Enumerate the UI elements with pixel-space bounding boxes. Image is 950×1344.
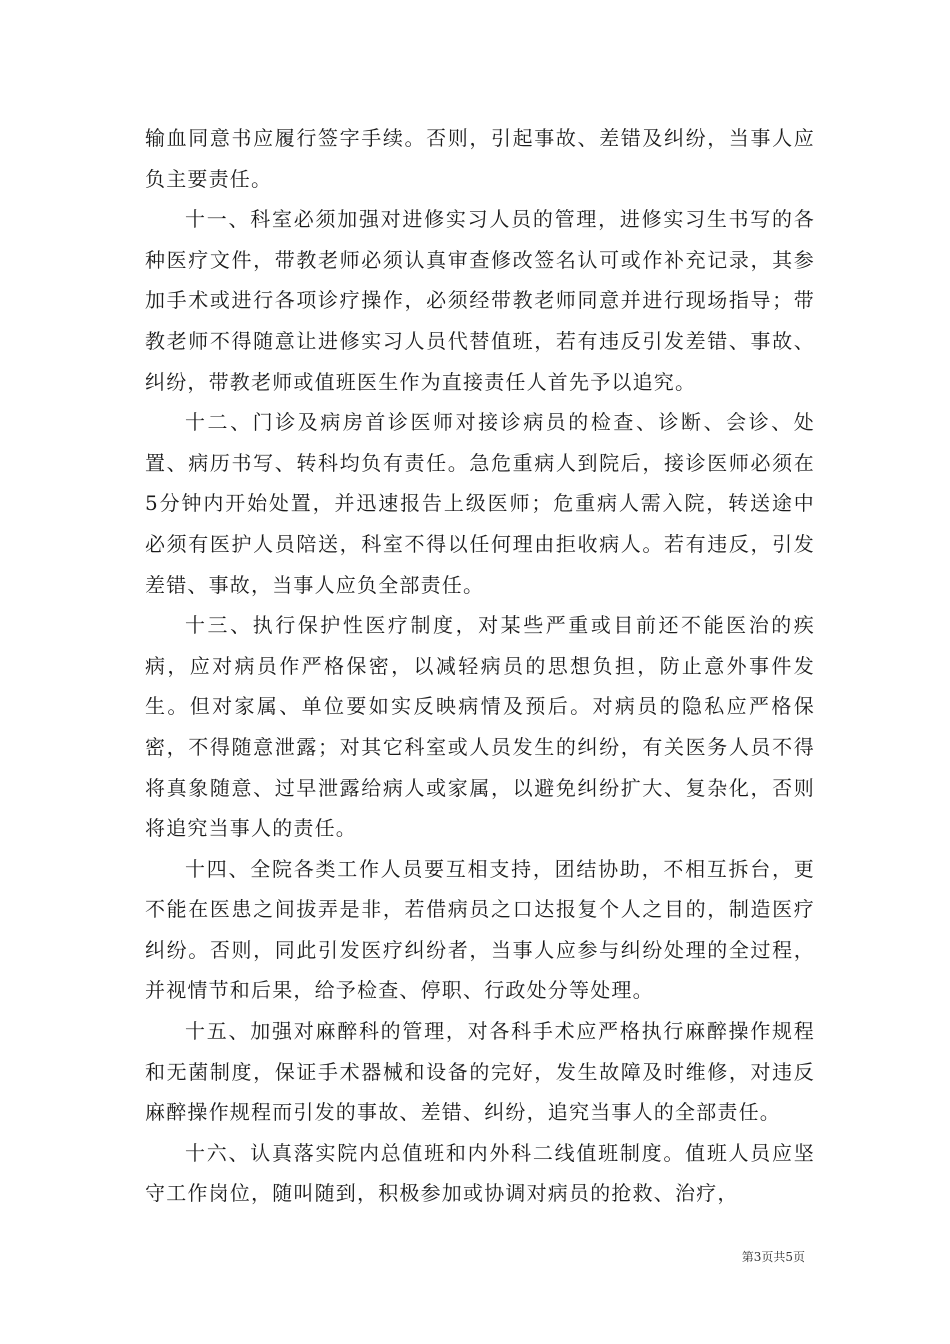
paragraph-clause-14: 十四、全院各类工作人员要互相支持，团结协助，不相互拆台，更不能在医患之间拔弄是非，若借病员之口达报复个人之目的，制造医疗纠纷。否则，同此引发医疗纠纷者，当事人应参与纠纷处理的全过程，并视情节和后果，给予检查、停职、行政处分等处理。	[145, 856, 815, 1003]
paragraph-clause-12: 十二、门诊及病房首诊医师对接诊病员的检查、诊断、会诊、处置、病历书写、转科均负有责任。急危重病人到院后，接诊医师必须在5分钟内开始处置，并迅速报告上级医师；危重病人需入院，转送途中必须有医护人员陪送，科室不得以任何理由拒收病人。若有违反，引发差错、事故，当事人应负全部责任。	[145, 410, 815, 597]
paragraph-clause-13: 十三、执行保护性医疗制度，对某些严重或目前还不能医治的疾病，应对病员作严格保密，以减轻病员的思想负担，防止意外事件发生。但对家属、单位要如实反映病情及预后。对病员的隐私应严格保密，不得随意泄露；对其它科室或人员发生的纠纷，有关医务人员不得将真象随意、过早泄露给病人或家属，以避免纠纷扩大、复杂化，否则将追究当事人的责任。	[145, 613, 815, 841]
page-number-footer: 第3页共5页	[741, 1250, 805, 1264]
document-body	[145, 118, 815, 1214]
paragraph-clause-11: 十一、科室必须加强对进修实习人员的管理，进修实习生书写的各种医疗文件，带教老师必须认真审查修改签名认可或作补充记录，其参加手术或进行各项诊疗操作，必须经带教老师同意并进行现场指导；带教老师不得随意让进修实习人员代替值班，若有违反引发差错、事故、纠纷，带教老师或值班医生作为直接责任人首先予以追究。	[145, 207, 815, 394]
paragraph-clause-16: 十六、认真落实院内总值班和内外科二线值班制度。值班人员应坚守工作岗位，随叫随到，积极参加或协调对病员的抢救、治疗，	[145, 1140, 815, 1206]
paragraph-clause-15: 十五、加强对麻醉科的管理，对各科手术应严格执行麻醉操作规程和无菌制度，保证手术器械和设备的完好，发生故障及时维修，对违反麻醉操作规程而引发的事故、差错、纠纷，追究当事人的全部责任。	[145, 1019, 815, 1125]
paragraph-continuation: 输血同意书应履行签字手续。否则，引起事故、差错及纠纷，当事人应负主要责任。	[145, 126, 815, 191]
